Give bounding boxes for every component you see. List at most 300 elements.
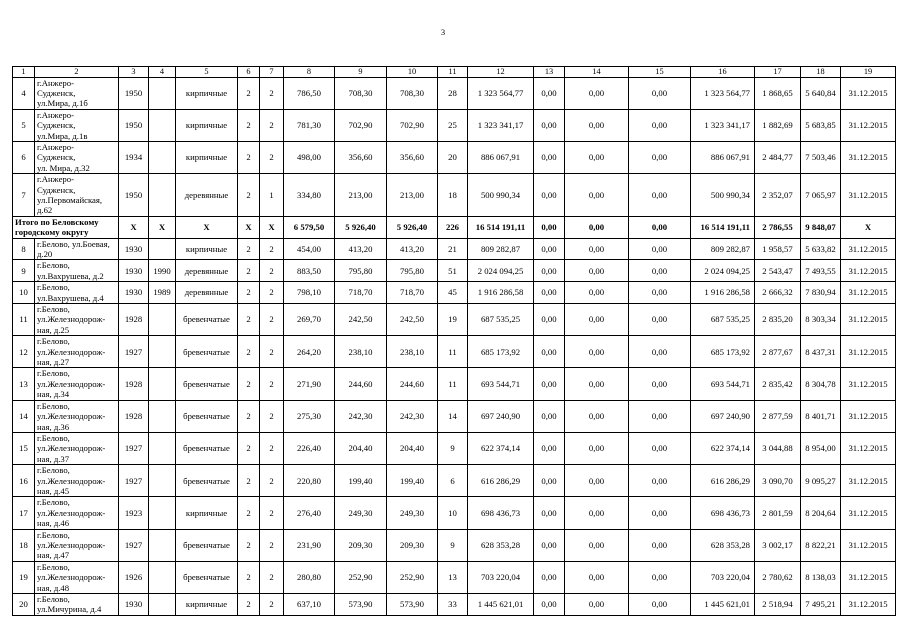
table-cell: 0,00	[534, 497, 565, 529]
table-cell: 0,00	[629, 109, 691, 141]
table-cell: 1 445 621,01	[468, 594, 534, 616]
table-cell: 7 503,46	[801, 141, 841, 173]
table-cell: 5 633,82	[801, 238, 841, 260]
table-cell: 20	[438, 141, 468, 173]
row-number: 15	[13, 432, 35, 464]
table-cell: 264,20	[284, 336, 335, 368]
row-number: 17	[13, 497, 35, 529]
table-cell: 0,00	[534, 216, 565, 238]
table-cell: 25	[438, 109, 468, 141]
address-line: г.Анжеро-	[37, 109, 75, 120]
table-cell: 213,00	[335, 174, 387, 217]
table-cell: 0,00	[629, 465, 691, 497]
table-cell: 0,00	[565, 497, 629, 529]
table-cell: 0,00	[565, 594, 629, 616]
address-cell	[35, 368, 119, 400]
table-cell: 356,60	[387, 141, 438, 173]
table-cell: 0,00	[534, 400, 565, 432]
table-cell: 685 173,92	[691, 336, 755, 368]
table-cell: 2	[238, 529, 260, 561]
address-cell	[35, 109, 119, 141]
column-number-header: 14	[565, 67, 629, 78]
table-cell: 693 544,71	[691, 368, 755, 400]
table-cell: 0,00	[565, 529, 629, 561]
table-cell: кирпичные	[176, 141, 238, 173]
column-number-header: 19	[841, 67, 896, 78]
table-cell: 1930	[119, 594, 149, 616]
table-cell: 2	[260, 561, 284, 593]
table-cell: 413,20	[335, 238, 387, 260]
table-cell: 242,50	[335, 304, 387, 336]
table-cell: 0,00	[629, 497, 691, 529]
table-cell: 687 535,25	[468, 304, 534, 336]
table-cell: 616 286,29	[691, 465, 755, 497]
table-row	[13, 432, 896, 464]
table-cell: X	[176, 216, 238, 238]
row-number: 9	[13, 260, 35, 282]
table-cell: 14	[438, 400, 468, 432]
table-cell: 0,00	[565, 77, 629, 109]
table-cell: 51	[438, 260, 468, 282]
address-line: ул.Железнодорож-	[37, 475, 106, 486]
address-line: Судженск,	[37, 87, 76, 98]
table-cell: 1989	[149, 282, 176, 304]
table-cell: X	[238, 216, 260, 238]
table-cell	[149, 109, 176, 141]
table-cell: 11	[438, 368, 468, 400]
table-cell: 795,80	[335, 260, 387, 282]
table-row	[13, 368, 896, 400]
table-cell	[149, 400, 176, 432]
table-cell	[149, 432, 176, 464]
table-row	[13, 594, 896, 616]
table-cell: 21	[438, 238, 468, 260]
table-cell: 0,00	[629, 561, 691, 593]
table-cell: 2	[238, 594, 260, 616]
table-cell: 280,80	[284, 561, 335, 593]
table-cell: 7 493,55	[801, 260, 841, 282]
address-line: ная, д.45	[37, 485, 70, 496]
table-cell: 0,00	[565, 368, 629, 400]
page-number: 3	[440, 27, 446, 37]
table-cell: 2 786,55	[755, 216, 801, 238]
column-number-header: 12	[468, 67, 534, 78]
table-row	[13, 260, 896, 282]
table-cell: 31.12.2015	[841, 336, 896, 368]
table-cell: 0,00	[565, 561, 629, 593]
table-cell	[149, 368, 176, 400]
table-cell: 1926	[119, 561, 149, 593]
table-cell: 31.12.2015	[841, 561, 896, 593]
table-cell: 573,90	[335, 594, 387, 616]
table-cell: 209,30	[335, 529, 387, 561]
table-cell: 45	[438, 282, 468, 304]
table-cell: 275,30	[284, 400, 335, 432]
table-cell: 1930	[119, 260, 149, 282]
row-number: 12	[13, 336, 35, 368]
address-line: г.Белово,	[37, 260, 70, 271]
table-cell: 2	[238, 174, 260, 217]
table-cell: 252,90	[387, 561, 438, 593]
table-cell: 702,90	[335, 109, 387, 141]
address-line: ул.Железнодорож-	[37, 443, 106, 454]
table-row	[13, 109, 896, 141]
address-line: д.62	[37, 205, 53, 216]
table-cell	[149, 336, 176, 368]
table-cell: 0,00	[629, 336, 691, 368]
table-cell: 2	[238, 77, 260, 109]
table-cell: 622 374,14	[468, 432, 534, 464]
table-cell: 2	[238, 497, 260, 529]
table-cell: 2	[238, 432, 260, 464]
table-cell: 1923	[119, 497, 149, 529]
table-cell: 0,00	[534, 465, 565, 497]
table-cell: 19	[438, 304, 468, 336]
table-cell: 0,00	[565, 109, 629, 141]
table-cell: X	[119, 216, 149, 238]
table-cell: 1930	[119, 238, 149, 260]
table-cell: 2 543,47	[755, 260, 801, 282]
table-cell: 2	[260, 529, 284, 561]
table-cell: 883,50	[284, 260, 335, 282]
table-cell: 31.12.2015	[841, 529, 896, 561]
address-line: г.Белово,	[37, 336, 70, 347]
table-cell: бревенчатые	[176, 561, 238, 593]
table-cell: 0,00	[565, 174, 629, 217]
table-cell: 2	[260, 594, 284, 616]
address-line: г.Анжеро-	[37, 174, 75, 185]
table-cell: 5 926,40	[335, 216, 387, 238]
table-cell: 0,00	[629, 141, 691, 173]
table-cell: 2	[260, 497, 284, 529]
address-line: г.Белово,	[37, 432, 70, 443]
table-cell: 2	[238, 141, 260, 173]
table-cell: 220,80	[284, 465, 335, 497]
table-cell: 0,00	[565, 465, 629, 497]
address-line: Судженск,	[37, 152, 76, 163]
table-cell: 0,00	[565, 336, 629, 368]
table-cell	[149, 238, 176, 260]
table-cell: 356,60	[335, 141, 387, 173]
address-cell	[35, 432, 119, 464]
table-cell: 242,30	[387, 400, 438, 432]
table-cell: 9 095,27	[801, 465, 841, 497]
table-cell: кирпичные	[176, 77, 238, 109]
address-line: ул.Железнодорож-	[37, 539, 106, 550]
table-cell: 199,40	[387, 465, 438, 497]
table-cell: 3 090,70	[755, 465, 801, 497]
table-cell: 703 220,04	[468, 561, 534, 593]
address-cell	[35, 141, 119, 173]
table-cell: 0,00	[629, 282, 691, 304]
table-cell: 226	[438, 216, 468, 238]
table-cell: деревянные	[176, 282, 238, 304]
table-cell: 204,40	[335, 432, 387, 464]
column-number-header: 1	[13, 67, 35, 78]
table-cell: 1928	[119, 400, 149, 432]
table-row	[13, 561, 896, 593]
table-cell: 1 445 621,01	[691, 594, 755, 616]
table-cell: 0,00	[629, 216, 691, 238]
table-cell: 2	[238, 282, 260, 304]
row-number: 4	[13, 77, 35, 109]
address-line: ул.Мира, д.1в	[37, 130, 88, 141]
table-cell: 2	[238, 260, 260, 282]
table-cell: 0,00	[534, 336, 565, 368]
column-number-header: 7	[260, 67, 284, 78]
address-line: г.Анжеро-	[37, 141, 75, 152]
table-cell: 2 801,59	[755, 497, 801, 529]
table-cell: 2	[260, 109, 284, 141]
table-cell: 1927	[119, 465, 149, 497]
table-cell: 0,00	[534, 304, 565, 336]
address-line: ул.Железнодорож-	[37, 314, 106, 325]
address-cell	[35, 174, 119, 217]
table-cell: 1930	[119, 282, 149, 304]
row-number: 19	[13, 561, 35, 593]
table-cell: 573,90	[387, 594, 438, 616]
table-cell: 0,00	[629, 77, 691, 109]
row-number: 5	[13, 109, 35, 141]
table-cell: 1928	[119, 304, 149, 336]
table-cell: 9 848,07	[801, 216, 841, 238]
table-cell: 1	[260, 174, 284, 217]
table-cell: 2	[260, 141, 284, 173]
table-cell: 708,30	[335, 77, 387, 109]
table-cell: 1 323 564,77	[468, 77, 534, 109]
table-cell	[149, 497, 176, 529]
table-cell: 2 780,62	[755, 561, 801, 593]
table-cell: 1927	[119, 529, 149, 561]
table-cell: 2	[238, 465, 260, 497]
row-number: 20	[13, 594, 35, 616]
table-row	[13, 174, 896, 217]
table-row	[13, 304, 896, 336]
address-line: г.Белово,	[37, 400, 70, 411]
column-number-header: 6	[238, 67, 260, 78]
address-cell	[35, 465, 119, 497]
column-number-header: 3	[119, 67, 149, 78]
table-cell: 2	[260, 465, 284, 497]
address-cell	[35, 77, 119, 109]
row-number: 11	[13, 304, 35, 336]
column-number-header: 17	[755, 67, 801, 78]
table-cell: 781,30	[284, 109, 335, 141]
table-cell: 0,00	[629, 260, 691, 282]
table-cell: 31.12.2015	[841, 260, 896, 282]
table-cell: 7 495,21	[801, 594, 841, 616]
table-cell: 698 436,73	[468, 497, 534, 529]
address-cell	[35, 400, 119, 432]
table-cell	[149, 529, 176, 561]
table-cell: 2	[238, 368, 260, 400]
total-label-line: городскому округу	[15, 227, 89, 238]
row-number: 18	[13, 529, 35, 561]
table-cell: 718,70	[335, 282, 387, 304]
table-cell: 7 830,94	[801, 282, 841, 304]
table-cell: 628 353,28	[468, 529, 534, 561]
column-number-header: 18	[801, 67, 841, 78]
table-cell: кирпичные	[176, 109, 238, 141]
table-cell: 10	[438, 497, 468, 529]
table-cell: 2 352,07	[755, 174, 801, 217]
table-cell: 8 954,00	[801, 432, 841, 464]
table-cell: 213,00	[387, 174, 438, 217]
table-cell: 0,00	[534, 174, 565, 217]
table-cell: 1 323 341,17	[691, 109, 755, 141]
table-cell: 18	[438, 174, 468, 217]
table-cell: 0,00	[534, 368, 565, 400]
table-cell: 0,00	[534, 77, 565, 109]
table-cell: 8 401,71	[801, 400, 841, 432]
table-cell: 2	[260, 282, 284, 304]
table-cell: 204,40	[387, 432, 438, 464]
address-line: г.Белово,	[37, 304, 70, 315]
table-cell: 2	[238, 561, 260, 593]
address-line: ул.Железнодорож-	[37, 411, 106, 422]
table-cell: 0,00	[534, 109, 565, 141]
address-line: ул.Железнодорож-	[37, 346, 106, 357]
table-cell: 0,00	[534, 260, 565, 282]
table-cell: 2	[238, 109, 260, 141]
table-cell: 31.12.2015	[841, 77, 896, 109]
table-cell: 1950	[119, 109, 149, 141]
table-cell: 31.12.2015	[841, 497, 896, 529]
table-cell: 8 822,21	[801, 529, 841, 561]
table-cell: бревенчатые	[176, 529, 238, 561]
table-cell: 249,30	[335, 497, 387, 529]
column-number-header: 15	[629, 67, 691, 78]
table-cell: 0,00	[629, 304, 691, 336]
table-cell: 1990	[149, 260, 176, 282]
table-cell	[149, 594, 176, 616]
table-row	[13, 77, 896, 109]
column-number-row	[13, 67, 896, 78]
table-cell: 1 323 564,77	[691, 77, 755, 109]
address-line: ная, д.25	[37, 324, 70, 335]
table-cell: 7 065,97	[801, 174, 841, 217]
column-number-header: 11	[438, 67, 468, 78]
table-cell: 6 579,50	[284, 216, 335, 238]
table-cell: 244,60	[335, 368, 387, 400]
address-line: ул.Мичурина, д.4	[37, 604, 102, 615]
table-cell: 1 916 286,58	[691, 282, 755, 304]
table-cell: 31.12.2015	[841, 238, 896, 260]
table-cell: 9	[438, 432, 468, 464]
table-cell: 3 044,88	[755, 432, 801, 464]
table-cell: 238,10	[335, 336, 387, 368]
table-cell: 31.12.2015	[841, 400, 896, 432]
table-cell: 0,00	[534, 141, 565, 173]
table-cell: 2 835,42	[755, 368, 801, 400]
table-cell: 2	[238, 304, 260, 336]
table-cell: 1927	[119, 336, 149, 368]
table-cell: 809 282,87	[691, 238, 755, 260]
table-cell: 5 640,84	[801, 77, 841, 109]
address-cell	[35, 238, 119, 260]
table-cell: 0,00	[534, 529, 565, 561]
address-line: г.Белово,	[37, 561, 70, 572]
table-cell: 33	[438, 594, 468, 616]
table-cell: 2	[260, 238, 284, 260]
table-cell: 31.12.2015	[841, 368, 896, 400]
address-line: ул.Железнодорож-	[37, 572, 106, 583]
table-cell: 886 067,91	[468, 141, 534, 173]
table-cell: 199,40	[335, 465, 387, 497]
table-cell: 231,90	[284, 529, 335, 561]
table-cell: 697 240,90	[691, 400, 755, 432]
address-line: г.Белово,	[37, 465, 70, 476]
table-cell: 1 323 341,17	[468, 109, 534, 141]
row-number: 10	[13, 282, 35, 304]
table-cell: 0,00	[629, 368, 691, 400]
table-cell: 685 173,92	[468, 336, 534, 368]
table-cell: 886 067,91	[691, 141, 755, 173]
table-cell	[149, 141, 176, 173]
table-cell: 2	[260, 77, 284, 109]
column-number-header: 4	[149, 67, 176, 78]
column-number-header: 2	[35, 67, 119, 78]
address-cell	[35, 304, 119, 336]
table-cell: 500 990,34	[468, 174, 534, 217]
table-row	[13, 400, 896, 432]
address-line: ная, д.36	[37, 421, 70, 432]
table-row	[13, 497, 896, 529]
total-row	[13, 216, 896, 238]
table-cell: 0,00	[565, 141, 629, 173]
table-cell: 31.12.2015	[841, 174, 896, 217]
address-line: ная, д.34	[37, 389, 70, 400]
address-cell	[35, 336, 119, 368]
table-cell: 413,20	[387, 238, 438, 260]
table-row	[13, 465, 896, 497]
table-cell: 2	[260, 400, 284, 432]
table-cell: кирпичные	[176, 497, 238, 529]
row-number: 7	[13, 174, 35, 217]
table-cell: кирпичные	[176, 238, 238, 260]
table-cell: 809 282,87	[468, 238, 534, 260]
row-number: 16	[13, 465, 35, 497]
table-cell: 28	[438, 77, 468, 109]
address-line: ул.Вахрушева, д.2	[37, 270, 104, 281]
table-cell: 0,00	[534, 238, 565, 260]
table-cell: 795,80	[387, 260, 438, 282]
address-line: ная, д.47	[37, 550, 70, 561]
table-row	[13, 238, 896, 260]
table-cell: 2	[260, 260, 284, 282]
table-cell: 702,90	[387, 109, 438, 141]
table-cell: бревенчатые	[176, 465, 238, 497]
table-cell: 2	[260, 368, 284, 400]
table-cell: 31.12.2015	[841, 282, 896, 304]
address-cell	[35, 561, 119, 593]
table-cell: 31.12.2015	[841, 432, 896, 464]
table-cell: X	[841, 216, 896, 238]
table-cell: 269,70	[284, 304, 335, 336]
table-cell: 622 374,14	[691, 432, 755, 464]
table-cell	[149, 174, 176, 217]
table-cell: 1 958,57	[755, 238, 801, 260]
address-line: ул.Мира, д.1б	[37, 98, 88, 109]
table-cell: 454,00	[284, 238, 335, 260]
table-cell: X	[149, 216, 176, 238]
address-line: г.Белово,	[37, 282, 70, 293]
table-cell: 31.12.2015	[841, 465, 896, 497]
table-cell: X	[260, 216, 284, 238]
address-line: д.20	[37, 249, 53, 259]
table-cell: 238,10	[387, 336, 438, 368]
row-number: 6	[13, 141, 35, 173]
